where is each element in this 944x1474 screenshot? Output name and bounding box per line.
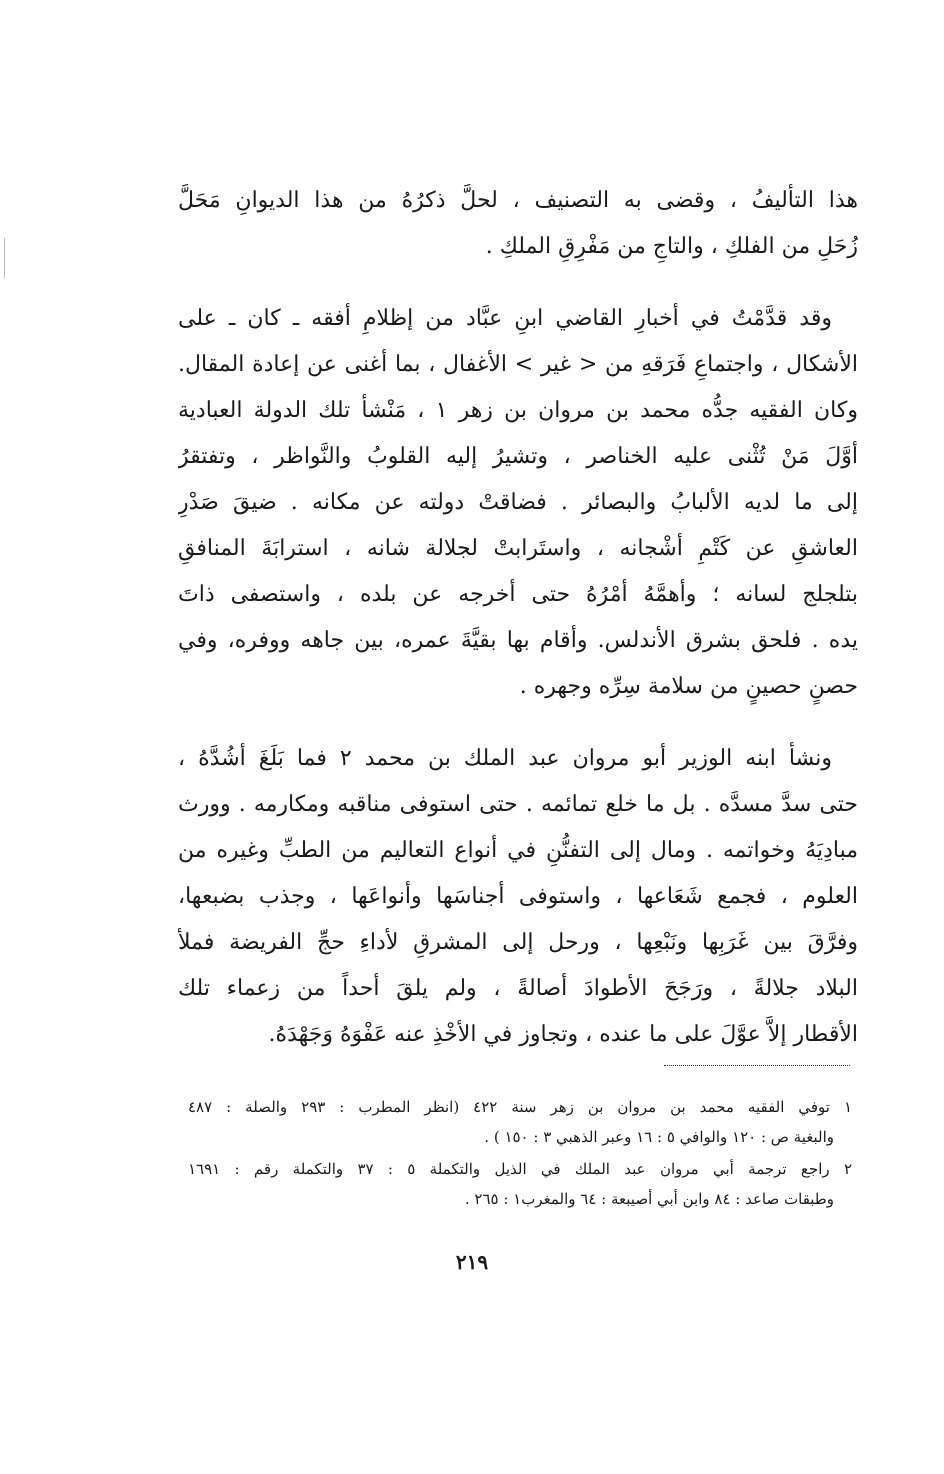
text-line: الأقطار إلاَّ عوَّلَ على ما عنده ، وتجاوز في الأخْذِ عنه عَفْوَهُ وَجَهْدَهُ.	[268, 1022, 858, 1047]
footnote-1	[188, 1092, 852, 1152]
page-number: ٢١٩	[455, 1250, 489, 1274]
text-line: هذا التأليفُ ، وقضى به التصنيف ، لحلَّ ذكرُهُ من هذا الديوانِ مَحَلَّ	[178, 188, 858, 213]
footnote-line: ١ توفي الفقيه محمد بن مروان بن زهر سنة ٤٢٢ (انظر المطرب : ٢٩٣ والصلة : ٤٨٧	[188, 1098, 852, 1116]
text-line: أوَّلَ مَنْ تُثْنى عليه الخناصر ، وتشيرُ إليه القلوبُ والنَّواظر ، وتفتقرُ	[178, 444, 858, 469]
text-line: البلاد جلالةً ، ورَجَحَ الأطوادَ أصالةً ، ولم يلقَ أحداً من زعماء تلك	[178, 976, 858, 1001]
footnotes	[188, 1092, 852, 1214]
text-line: حصنٍ حصينٍ من سلامة سِرِّه وجهره .	[519, 674, 858, 699]
paragraph-2	[178, 296, 858, 710]
text-line: وفرَّقَ بين غَرَبِها ونَبْعِها ، ورحل إلى المشرقِ لأداءِ حجِّ الفريضة فملأ	[178, 930, 858, 955]
footnote-line: وطبقات صاعد : ٨٤ وابن أبي أصيبعة : ٦٤ والمغرب١ : ٢٦٥ .	[464, 1190, 834, 1208]
text-line: بتلجلج لسانه ؛ وأهمَّهُ أمْرُهُ حتى أخرجه عن بلده ، واستصفى ذاتَ	[178, 582, 858, 607]
text-line: الأشكال ، واجتماعِ فَرَقهِ من < غير > الأغفال ، بما أغنى عن إعادة المقال.	[178, 352, 858, 377]
text-line: العلوم ، فجمع شَعَاعها ، واستوفى أجناسَها وأنواعَها ، وجذب بضبعها،	[178, 884, 858, 909]
text-line: حتى سدَّ مسدَّه . بل ما خلع تمائمه . حتى استوفى مناقبه ومكارمه . وورث	[178, 792, 858, 817]
text-line: ونشأ ابنه الوزير أبو مروان عبد الملك بن محمد ٢ فما بَلَغَ أشُدَّهُ ،	[178, 746, 832, 771]
paragraph-3	[178, 736, 858, 1058]
main-text	[178, 178, 858, 1058]
footnote-2	[188, 1154, 852, 1214]
text-line: يده . فلحق بشرق الأندلس. وأقام بها بقيَّةَ عمره، بين جاهه ووفره، وفي	[178, 628, 858, 653]
text-line: إلى ما لديه الألبابُ والبصائر . فضاقتْ دولته عن مكانه . ضيقَ صَدْرِ	[178, 490, 858, 515]
text-line: العاشقِ عن كَتْمِ أشْجانه ، واستَرابتْ لجلالة شانه ، استرابَةَ المنافقِ	[178, 536, 858, 561]
paragraph-1	[178, 178, 858, 270]
text-line: مبادِيَهُ وخواتمه . ومال إلى التفنُّنِ في أنواع التعاليم من الطبِّ وغيره من	[178, 838, 858, 863]
scan-edge-mark	[4, 238, 5, 278]
text-line: وكان الفقيه جدُّه محمد بن مروان بن زهر ١ ، مَنْشأ تلك الدولة العبادية	[178, 398, 858, 423]
footnote-line: ٢ راجع ترجمة أبي مروان عبد الملك في الذيل والتكملة ٥ : ٣٧ والتكملة رقم : ١٦٩١	[188, 1160, 852, 1178]
text-line: وقد قدَّمْتُ في أخبارِ القاضي ابنِ عبَّاد من إظلامِ أفقه ـ كان ـ على	[178, 306, 832, 331]
footnote-divider	[664, 1065, 850, 1066]
text-line: زُحَلِ من الفلكِ ، والتاجِ من مَفْرِقِ الملكِ .	[485, 234, 858, 259]
footnote-line: والبغية ص : ١٢٠ والوافي ٥ : ١٦ وعبر الذهبي ٣ : ١٥٠ ) .	[484, 1128, 834, 1146]
